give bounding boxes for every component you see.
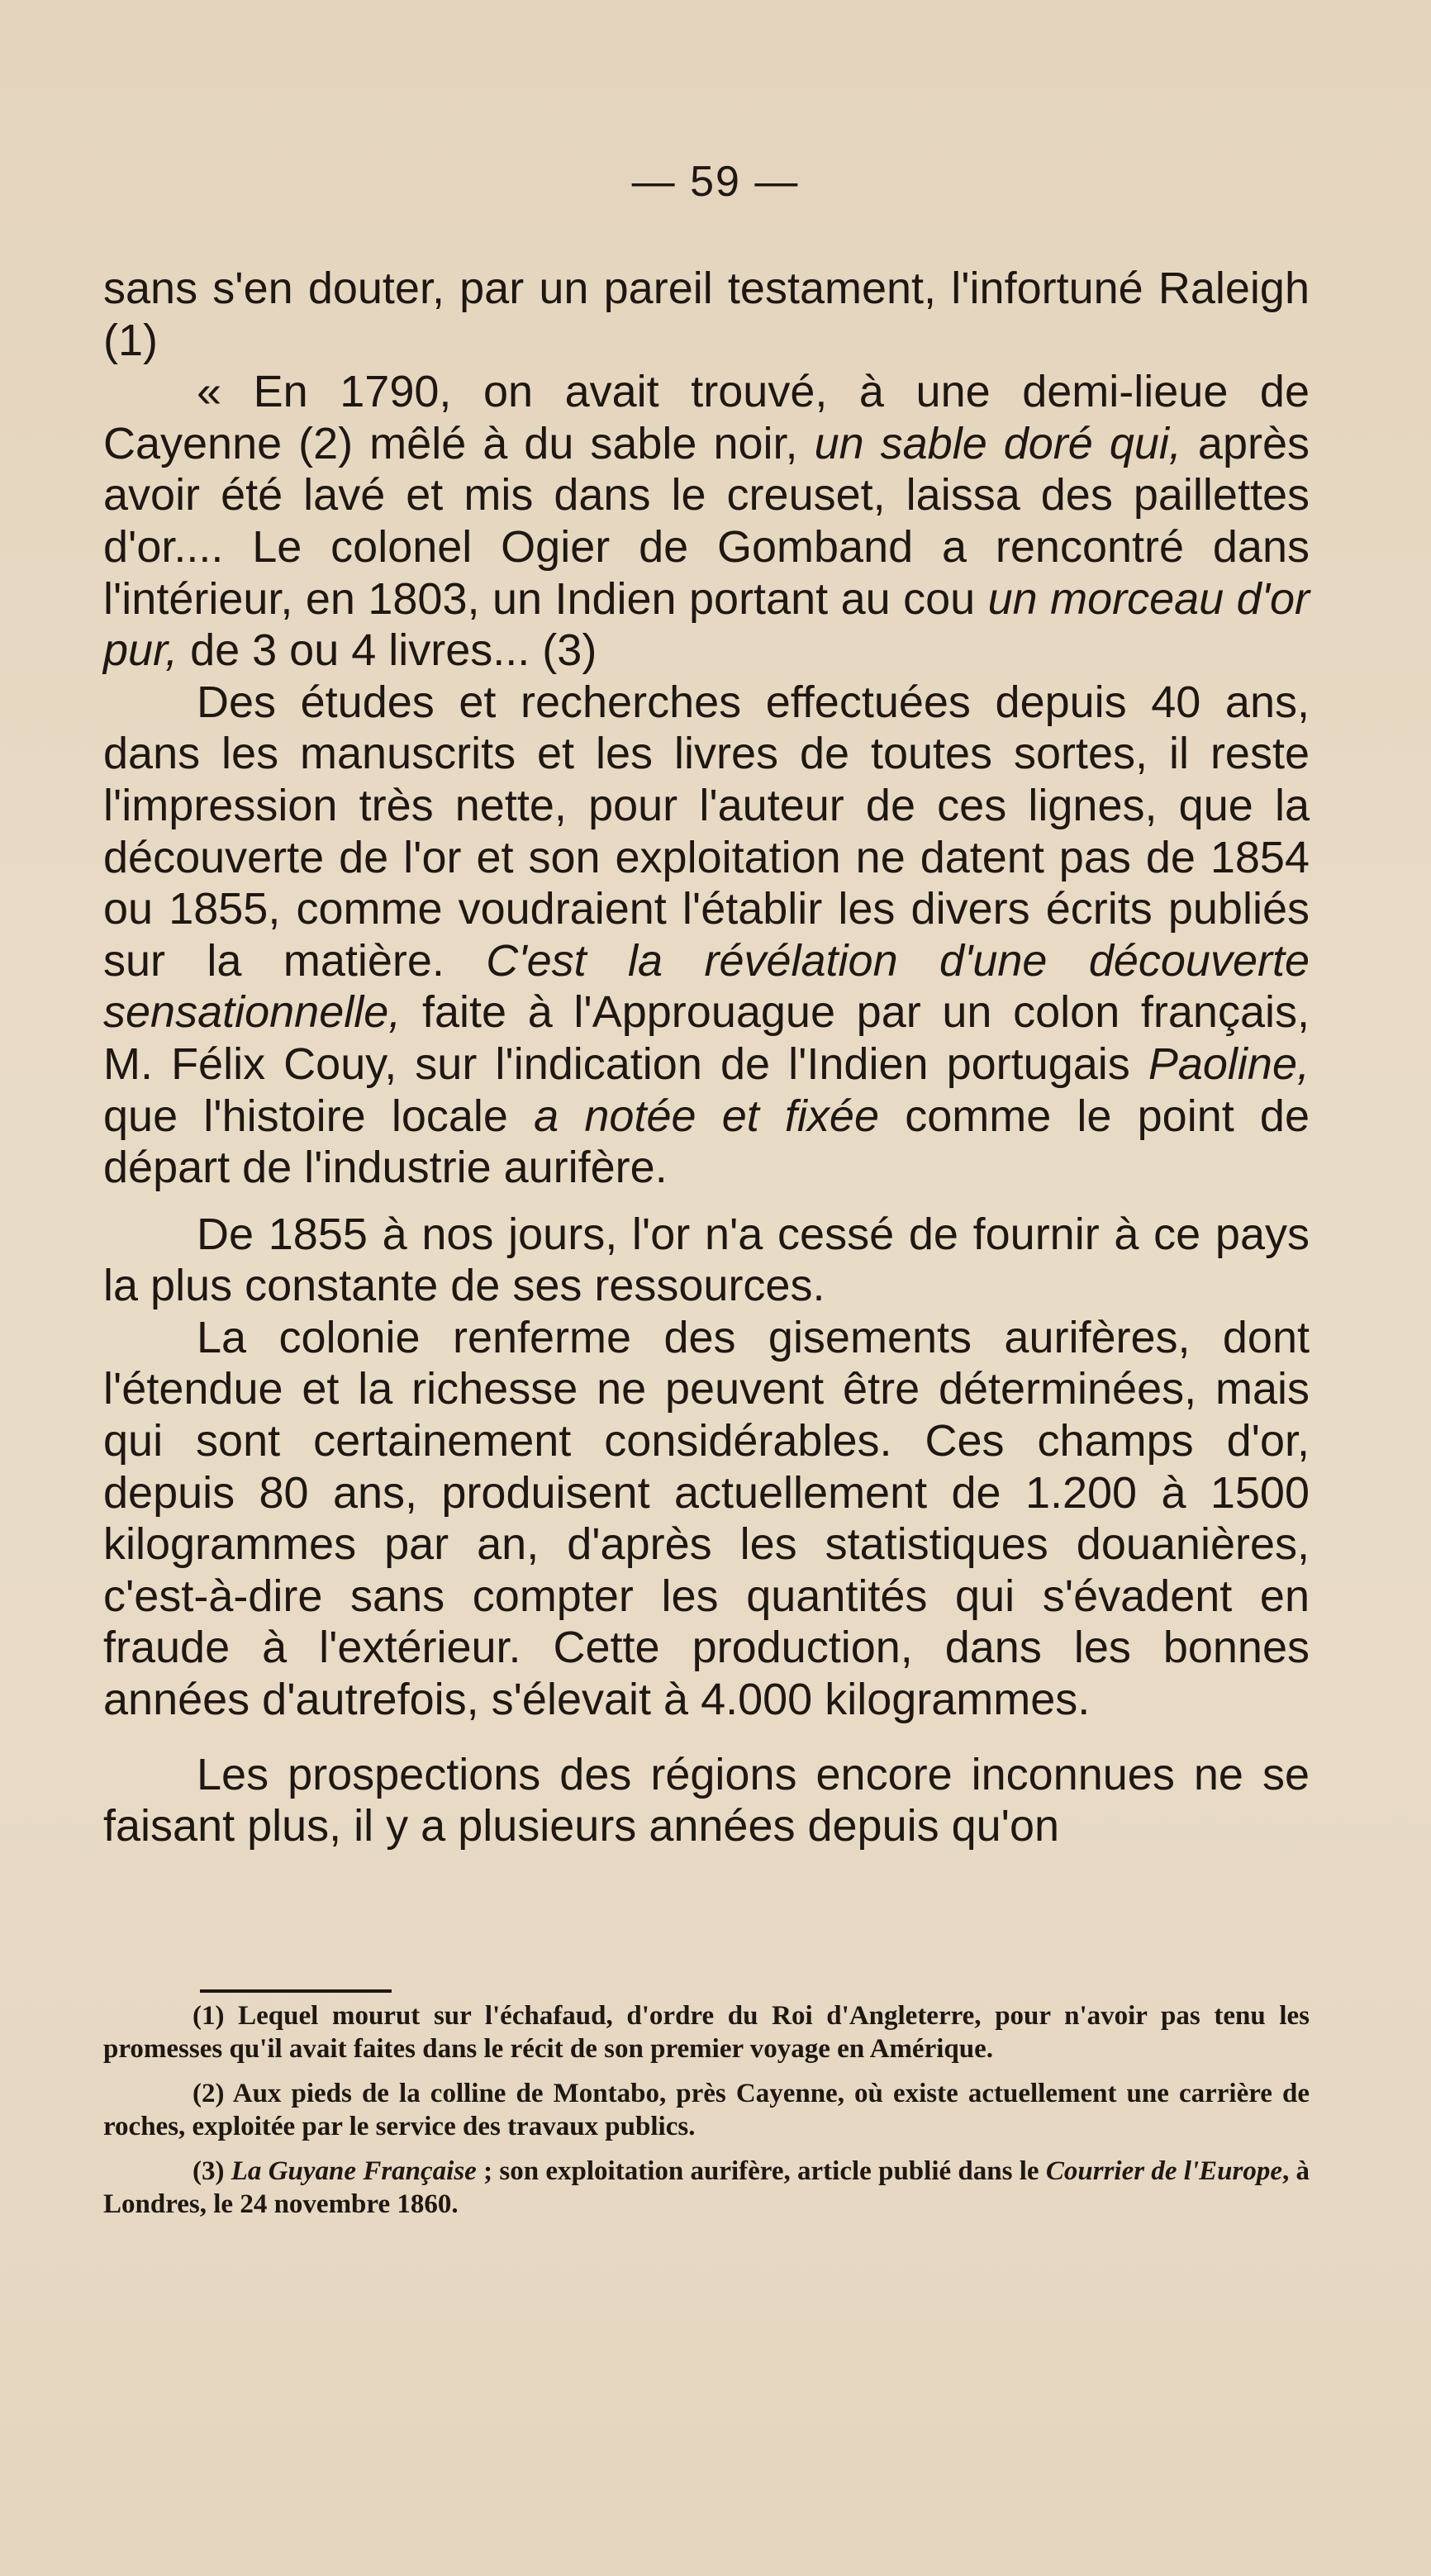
footnote-divider bbox=[200, 1989, 392, 1993]
footnote-3-title: La Guyane Française bbox=[231, 2156, 477, 2186]
paragraph-3-text-a: Des études et recherches effectuées depuis 40 ans, dans les manuscrits et les livres de toutes sortes, il reste l'impression très nette, pour l'auteur de ces lignes, que la découverte de l'or et son exploitation ne datent pas de 1854 ou 1855, comme voudraient l'établir les divers écrits publiés sur la matière. bbox=[103, 677, 1310, 986]
paragraph-1: sans s'en douter, par un pareil testament, l'infortuné Raleigh (1) bbox=[103, 264, 1310, 365]
paragraph-2-text-e: de 3 ou 4 livres... (3) bbox=[178, 625, 597, 676]
paragraph-5: La colonie renferme des gisements aurifères, dont l'étendue et la richesse ne peuvent être déterminées, mais qui sont certainement considérables. Ces champs d'or, depuis 80 ans, produisent actuellement de 1.200 à 1500 kilogrammes par an, d'après les statistiques douanières, c'est-à-dire sans compter les quantités qui s'évadent en fraude à l'extérieur. Cette production, dans les bonnes années d'autrefois, s'élevait à 4.000 kilogrammes. bbox=[103, 1312, 1310, 1725]
footnote-3-text-e: , à Londres, le 24 novembre 1860. bbox=[103, 2156, 1310, 2219]
paragraph-3-emphasis-2: Paoline, bbox=[1148, 1038, 1310, 1089]
page-number: — 59 — bbox=[631, 158, 800, 206]
paragraph-3 bbox=[103, 677, 1310, 1194]
paragraph-3-emphasis-3: a notée et fixée bbox=[534, 1091, 879, 1141]
footnote-1: (1) Lequel mourut sur l'échafaud, d'ordre du Roi d'Angleterre, pour n'avoir pas tenu les promesses qu'il avait faites dans le récit de son premier voyage en Amérique. bbox=[103, 2001, 1310, 2064]
paragraph-2-text-c: après avoir été lavé et mis dans le creuset, laissa des paillettes d'or.... Le colonel Ogier de Gomband a rencontré dans l'intérieur, en 1803, un Indien portant au cou bbox=[103, 418, 1310, 624]
footnote-3-text-c: ; son exploitation aurifère, article publié dans le bbox=[476, 2156, 1046, 2186]
paragraph-3-text-e: que l'histoire locale bbox=[103, 1091, 535, 1141]
footnote-2: (2) Aux pieds de la colline de Montabo, près Cayenne, où existe actuellement une carrière de roches, exploitée par le service des travaux publics. bbox=[103, 2079, 1310, 2141]
paragraph-6: Les prospections des régions encore inconnues ne se faisant plus, il y a plusieurs années depuis qu'on bbox=[103, 1749, 1310, 1851]
footnote-3 bbox=[103, 2155, 1310, 2221]
paragraph-3-text-g: comme le point de départ de l'industrie aurifère. bbox=[103, 1091, 1310, 1193]
paragraph-3-emphasis-1: C'est la révélation d'une découverte sensationnelle, bbox=[103, 935, 1310, 1038]
footnotes bbox=[103, 1999, 1310, 2221]
body-text bbox=[103, 263, 1310, 1852]
paragraph-2-text-a: « En 1790, on avait trouvé, à une demi-lieue de Cayenne (2) mêlé à du sable noir, bbox=[103, 367, 1310, 468]
paragraph-2-emphasis-2: un morceau d'or pur, bbox=[103, 573, 1310, 676]
paragraph-4: De 1855 à nos jours, l'or n'a cessé de fournir à ce pays la plus constante de ses ressources. bbox=[103, 1209, 1310, 1311]
footnote-3-marker: (3) bbox=[193, 2156, 231, 2186]
footnote-3-journal: Courrier de l'Europe bbox=[1045, 2156, 1282, 2186]
paragraph-2 bbox=[103, 366, 1310, 677]
paragraph-3-text-c: faite à l'Approuague par un colon français, M. Félix Couy, sur l'indication de l'Indien portugais bbox=[103, 987, 1310, 1089]
paragraph-2-emphasis-1: un sable doré qui, bbox=[814, 418, 1181, 468]
